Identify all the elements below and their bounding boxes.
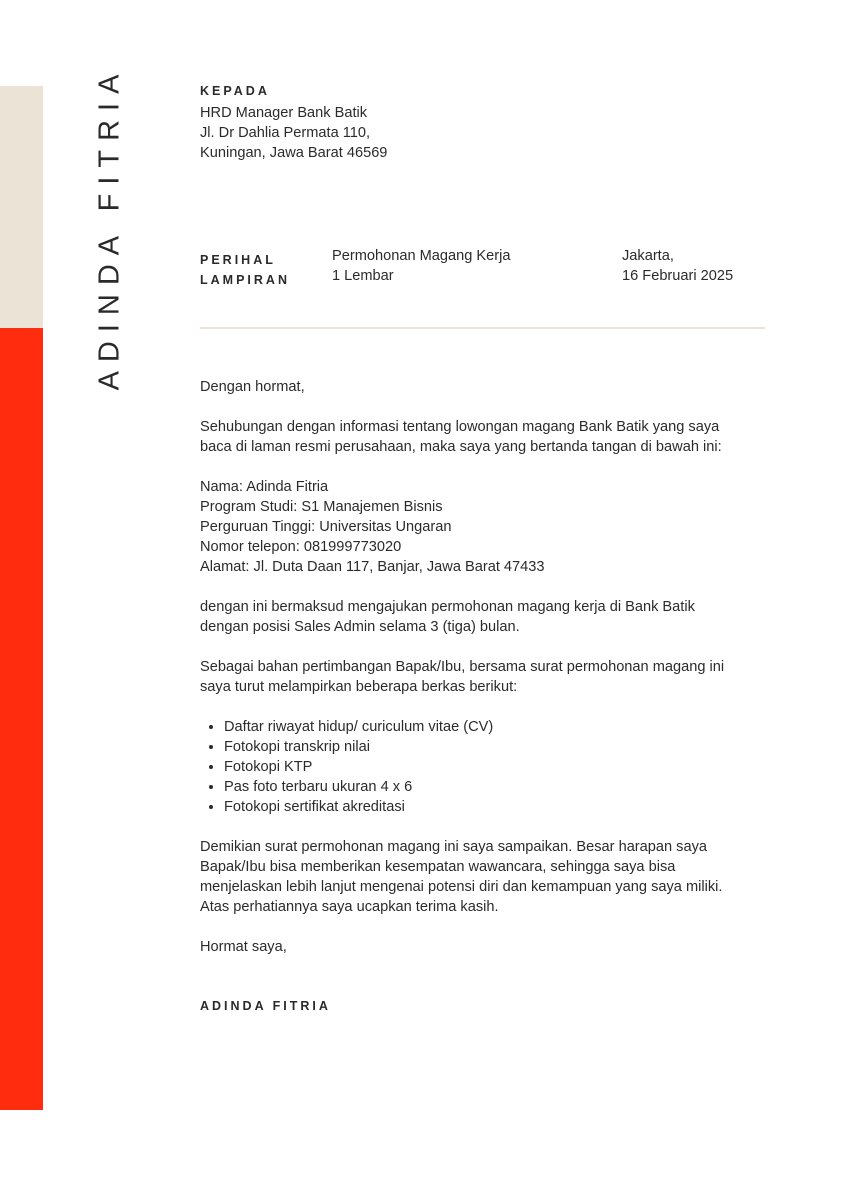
- divider: [200, 327, 765, 329]
- closing-line: menjelaskan lebih lanjut mengenai potensi diri dan kemampuan yang saya miliki.: [200, 879, 723, 895]
- purpose-paragraph: [200, 597, 775, 637]
- detail-line: Nomor telepon: 081999773020: [200, 539, 402, 555]
- detail-line: Program Studi: S1 Manajemen Bisnis: [200, 499, 443, 515]
- intro-line: baca di laman resmi perusahaan, maka saya yang bertanda tangan di bawah ini:: [200, 439, 722, 455]
- closing-paragraph: [200, 837, 775, 917]
- recipient-line: HRD Manager Bank Batik: [200, 105, 368, 121]
- attachment-intro-line: saya turut melampirkan beberapa berkas berikut:: [200, 679, 518, 695]
- attachment-list: [200, 717, 775, 817]
- vertical-sender-name: ADINDA FITRIA: [93, 65, 126, 391]
- applicant-details: [200, 477, 775, 577]
- closing-line: Bapak/Ibu bisa memberikan kesempatan wawancara, sehingga saya bisa: [200, 859, 676, 875]
- date: 16 Februari 2025: [622, 268, 734, 284]
- perihal-label: PERIHAL: [200, 253, 276, 267]
- greeting: Dengan hormat,: [200, 379, 305, 395]
- place: Jakarta,: [622, 248, 674, 264]
- attachment-intro: [200, 657, 775, 697]
- letter-body: [200, 377, 775, 977]
- perihal-value: Permohonan Magang Kerja: [332, 248, 511, 264]
- attachment-intro-line: Sebagai bahan pertimbangan Bapak/Ibu, bersama surat permohonan magang ini: [200, 659, 725, 675]
- recipient-label: KEPADA: [200, 84, 270, 98]
- recipient-address: [200, 103, 387, 163]
- recipient-line: Jl. Dr Dahlia Permata 110,: [200, 125, 371, 141]
- recipient-line: Kuningan, Jawa Barat 46569: [200, 145, 388, 161]
- meta-labels: [200, 250, 290, 290]
- list-item: • Daftar riwayat hidup/ curiculum vitae (CV): [224, 717, 775, 737]
- purpose-line: dengan ini bermaksud mengajukan permohonan magang kerja di Bank Batik: [200, 599, 695, 615]
- intro-line: Sehubungan dengan informasi tentang lowongan magang Bank Batik yang saya: [200, 419, 720, 435]
- detail-line: Nama: Adinda Fitria: [200, 479, 329, 495]
- lampiran-label: LAMPIRAN: [200, 273, 290, 287]
- signature-name: ADINDA FITRIA: [200, 999, 331, 1013]
- purpose-line: dengan posisi Sales Admin selama 3 (tiga) bulan.: [200, 619, 520, 635]
- accent-bar-red: [0, 328, 43, 1110]
- closing-line: Demikian surat permohonan magang ini saya sampaikan. Besar harapan saya: [200, 839, 708, 855]
- list-item: • Fotokopi transkrip nilai: [224, 737, 775, 757]
- meta-values: [332, 246, 510, 286]
- place-date: [622, 246, 733, 286]
- list-item: • Fotokopi KTP: [224, 757, 775, 777]
- detail-line: Perguruan Tinggi: Universitas Ungaran: [200, 519, 452, 535]
- accent-bar-beige: [0, 86, 43, 328]
- lampiran-value: 1 Lembar: [332, 268, 394, 284]
- closing-line: Atas perhatiannya saya ucapkan terima kasih.: [200, 899, 499, 915]
- intro-paragraph: [200, 417, 775, 457]
- list-item: • Pas foto terbaru ukuran 4 x 6: [224, 777, 775, 797]
- sign-off: Hormat saya,: [200, 939, 287, 955]
- list-item: • Fotokopi sertifikat akreditasi: [224, 797, 775, 817]
- detail-line: Alamat: Jl. Duta Daan 117, Banjar, Jawa Barat 47433: [200, 559, 545, 575]
